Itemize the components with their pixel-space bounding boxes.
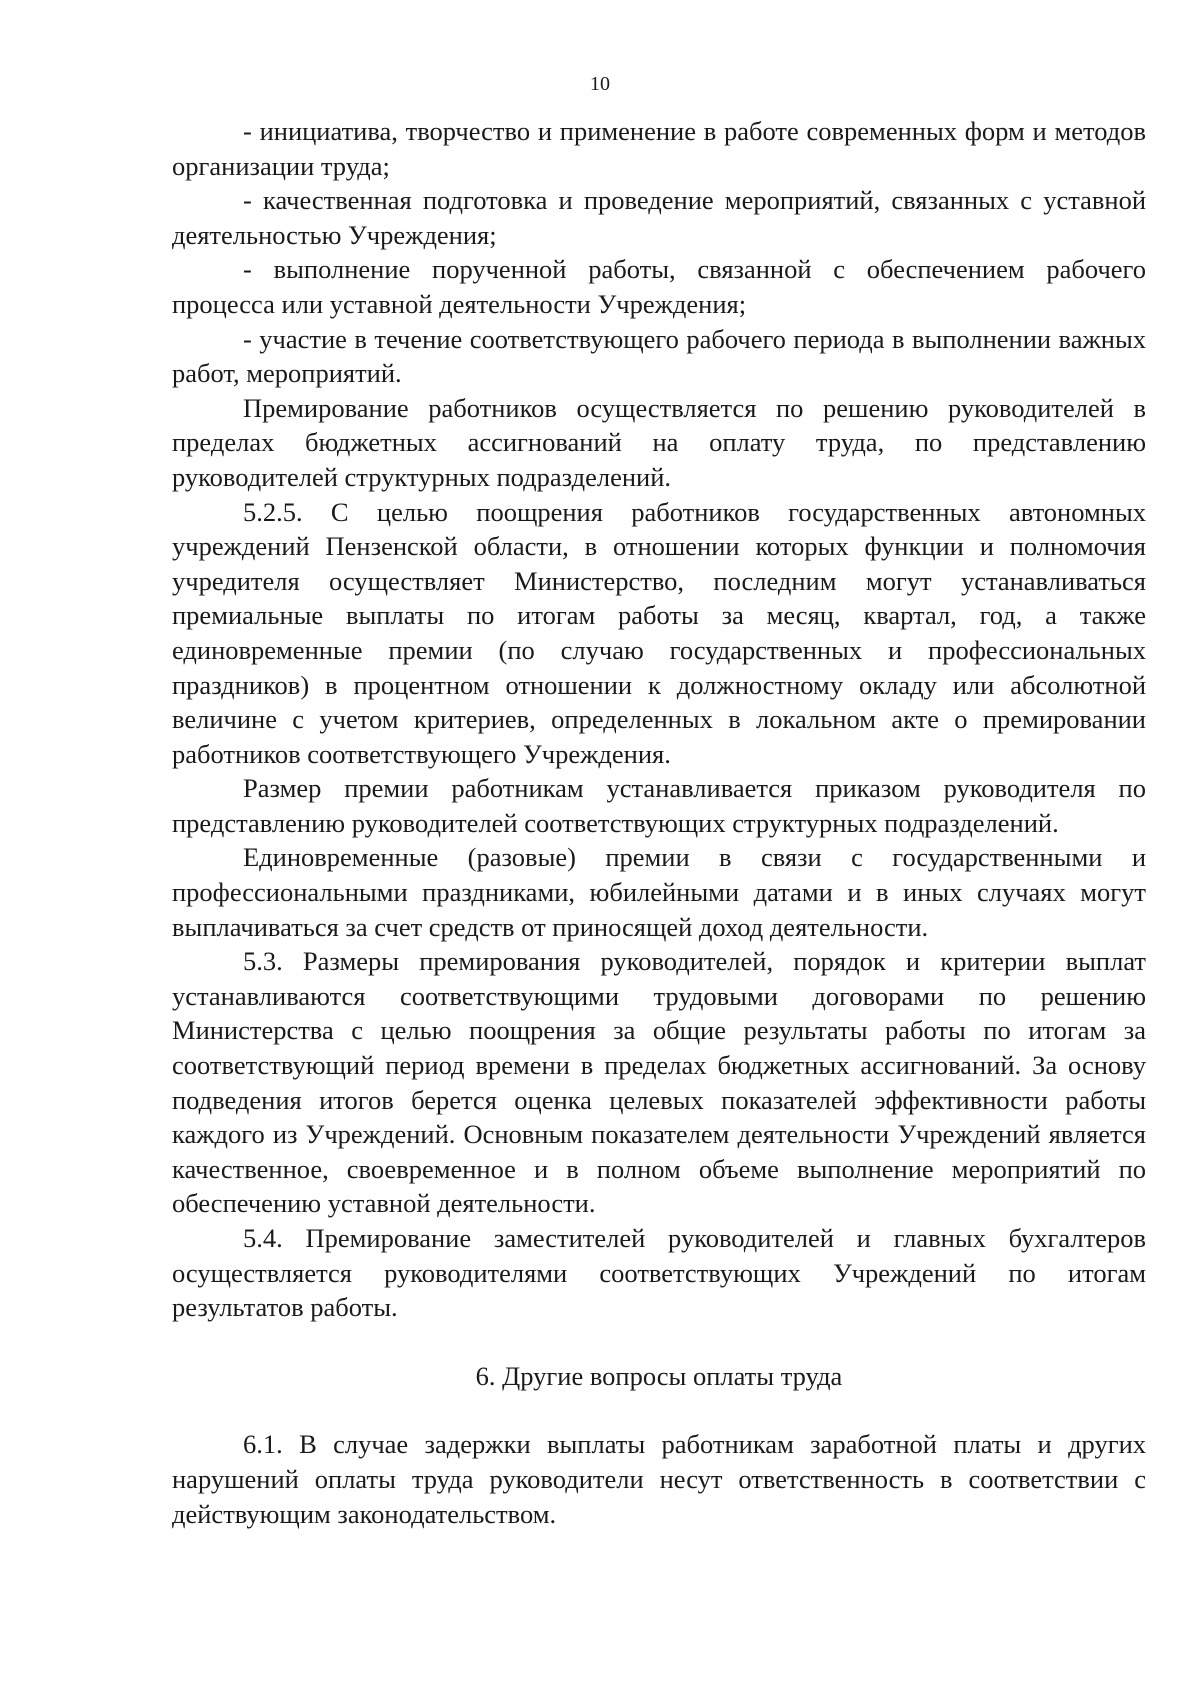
paragraph-bullet-assigned-work: - выполнение порученной работы, связанной с обеспечением рабочего процесса или уставной деятельности Учреждения; [172, 254, 1146, 319]
paragraph-6-1: 6.1. В случае задержки выплаты работникам заработной платы и других нарушений оплаты труда руководители несут ответственность в соответствии с действующим законодательством. [172, 1429, 1146, 1529]
paragraph-bullet-participation: - участие в течение соответствующего рабочего периода в выполнении важных работ, мероприятий. [172, 323, 1146, 389]
paragraph-one-time-bonus: Единовременные (разовые) премии в связи с государственными и профессиональными праздниками, юбилейными датами и в иных случаях могут выплачиваться за счет средств от приносящей доход деятельности. [172, 842, 1146, 942]
paragraph-bonus-size: Размер премии работникам устанавливается приказом руководителя по представлению руководителей соответствующих структурных подразделений. [172, 773, 1146, 838]
paragraph-bullet-preparation: - качественная подготовка и проведение мероприятий, связанных с уставной деятельностью Учреждения; [172, 185, 1146, 250]
paragraph-5-4: 5.4. Премирование заместителей руководителей и главных бухгалтеров осуществляется руководителями соответствующих Учреждений по итогам результатов работы. [172, 1223, 1146, 1323]
page-number: 10 [590, 73, 610, 95]
paragraph-5-2-5: 5.2.5. С целью поощрения работников государственных автономных учреждений Пензенской области, в отношении которых функции и полномочия учредителя осуществляет Министерство, последним могут устанавливаться премиальные выплаты по итогам работы за месяц, квартал, год, а также единовременные премии (по случаю государственных и профессиональных праздников) в процентном отношении к должностному окладу или абсолютной величине с учетом критериев, определенных в локальном акте о премировании работников соответствующего Учреждения. [172, 496, 1146, 769]
section-heading-6: 6. Другие вопросы оплаты труда [475, 1360, 843, 1391]
paragraph-5-3: 5.3. Размеры премирования руководителей, порядок и критерии выплат устанавливаются соответствующими трудовыми договорами по решению Министерства с целью поощрения за общие результаты работы по итогам за соответствующий период времени в пределах бюджетных ассигнований. За основу подведения итогов берется оценка целевых показателей эффективности работы каждого из Учреждений. Основным показателем деятельности Учреждений является качественное, своевременное и в полном объеме выполнение мероприятий по обеспечению уставной деятельности. [172, 946, 1146, 1219]
document-body [172, 114, 1146, 1531]
paragraph-bonus-decision: Премирование работников осуществляется по решению руководителей в пределах бюджетных ассигнований на оплату труда, по представлению руководителей структурных подразделений. [172, 392, 1146, 492]
paragraph-bullet-initiative: - инициатива, творчество и применение в работе современных форм и методов организации труда; [172, 116, 1146, 181]
